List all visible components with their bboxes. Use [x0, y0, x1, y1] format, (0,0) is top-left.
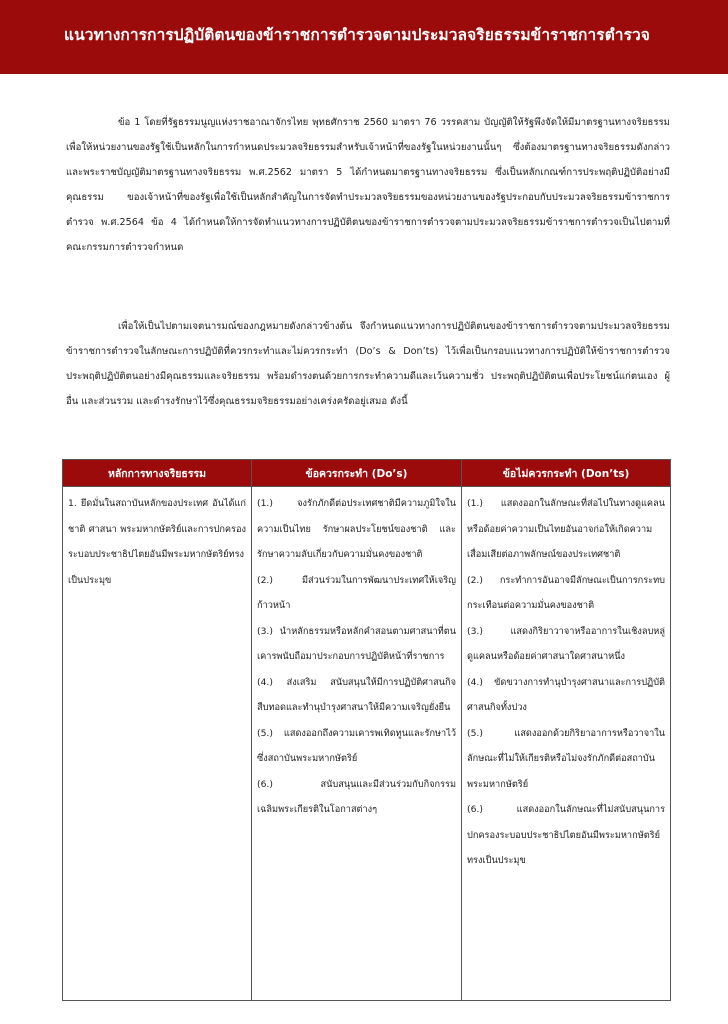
header-principle: หลักการทางจริยธรรม: [63, 460, 252, 487]
dont-item: (2.) กระทำการอันอาจมีลักษณะเป็นการกระทบกระเทือนต่อความมั่นคงของชาติ: [467, 574, 665, 611]
principle-text: 1. ยึดมั่นในสถาบันหลักของประเทศ อันได้แก่ ชาติ ศาสนา พระมหากษัตริย์และการปกครองระบอบประชาธิปไตยอันมีพระมหากษัตริย์ทรงเป็นประมุข: [68, 498, 246, 586]
do-item: (5.) แสดงออกถึงความเคารพเทิดทูนและรักษาไว้ซึ่งสถาบันพระมหากษัตริย์: [257, 727, 456, 764]
header-dos: ข้อควรกระทำ (Do’s): [252, 460, 462, 487]
intro-paragraph-2: เพื่อให้เป็นไปตามเจตนารมณ์ของกฎหมายดังกล่าวข้างต้น จึงกำหนดแนวทางการปฏิบัติตนของข้าราชการตำรวจตามประมวลจริยธรรมข้าราชการตำรวจในลักษณะการปฏิบัติที่ควรกระทำและไม่ควรกระทำ (Do’s & Don’ts) ไว้เพื่อเป็นกรอบแนวทางการปฏิบัติให้ข้าราชการตำรวจประพฤติปฏิบัติตนอย่างมีคุณธรรมและจริยธรรม พร้อมดำรงตนด้วยการกระทำความดีและเว้นความชั่ว ประพฤติปฏิบัติตนเพื่อประโยชน์แก่ตนเอง ผู้อื่น และส่วนรวม และดำรงรักษาไว้ซึ่งคุณธรรมจริยธรรมอย่างเคร่งครัดอยู่เสมอ ดังนี้: [66, 321, 670, 407]
principle-cell: [63, 487, 252, 1001]
dont-item: (3.) แสดงกิริยาวาจาหรืออาการในเชิงลบหลู่ ดูแคลนหรือด้อยค่าศาสนาใดศาสนาหนึ่ง: [467, 625, 665, 662]
intro-paragraph-1: ข้อ 1 โดยที่รัฐธรรมนูญแห่งราชอาณาจักรไทย พุทธศักราช 2560 มาตรา 76 วรรคสาม บัญญัติให้รัฐพึงจัดให้มีมาตรฐานทางจริยธรรม เพื่อให้หน่วยงานของรัฐใช้เป็นหลักในการกำหนดประมวลจริยธรรมสำหรับเจ้าหน้าที่ของรัฐในหน่วยงานนั้นๆ ซึ่งต้องมาตรฐานทางจริยธรรมดังกล่าว และพระราชบัญญัติมาตรฐานทางจริยธรรม พ.ศ.2562 มาตรา 5 ได้กำหนดมาตรฐานทางจริยธรรม ซึ่งเป็นหลักเกณฑ์การประพฤติปฏิบัติอย่างมีคุณธรรม ของเจ้าหน้าที่ของรัฐเพื่อใช้เป็นหลักสำคัญในการจัดทำประมวลจริยธรรมของหน่วยงานของรัฐประกอบกับประมวลจริยธรรมข้าราชการตำรวจ พ.ศ.2564 ข้อ 4 ได้กำหนดให้การจัดทำแนวทางการปฏิบัติตนของข้าราชการตำรวจตามประมวลจริยธรรมข้าราชการตำรวจเป็นไปตามที่คณะกรรมการตำรวจกำหนด: [66, 117, 670, 253]
page-title: แนวทางการการปฏิบัติตนของข้าราชการตำรวจตามประมวลจริยธรรมข้าราชการตำรวจ: [64, 26, 650, 44]
donts-cell: [462, 487, 671, 1001]
do-item: (4.) ส่งเสริม สนับสนุนให้มีการปฏิบัติศาสนกิจ สืบทอดและทำนุบำรุงศาสนาให้มีความเจริญยั่งยืน: [257, 676, 456, 713]
header-donts: ข้อไม่ควรกระทำ (Don’ts): [462, 460, 671, 487]
dont-item: (1.) แสดงออกในลักษณะที่ส่อไปในทางดูแคลน หรือด้อยค่าความเป็นไทยอันอาจก่อให้เกิดความเสื่อมเสียต่อภาพลักษณ์ของประเทศชาติ: [467, 498, 665, 560]
dos-cell: [252, 487, 462, 1001]
table-row: [63, 487, 671, 1001]
do-item: (6.) สนับสนุนและมีส่วนร่วมกับกิจกรรมเฉลิมพระเกียรติในโอกาสต่างๆ: [257, 778, 456, 815]
page-header: [0, 0, 728, 74]
do-item: (2.) มีส่วนร่วมในการพัฒนาประเทศให้เจริญก้าวหน้า: [257, 574, 456, 611]
do-item: (3.) นำหลักธรรมหรือหลักคำสอนตามศาสนาที่ตนเคารพนับถือมาประกอบการปฏิบัติหน้าที่ราชการ: [257, 625, 456, 662]
dont-item: (4.) ขัดขวางการทำนุบำรุงศาสนาและการปฏิบัติศาสนกิจทั้งปวง: [467, 676, 665, 713]
table-header-row: [63, 460, 671, 487]
do-item: (1.) จงรักภักดีต่อประเทศชาติมีความภูมิใจในความเป็นไทย รักษาผลประโยชน์ของชาติ และรักษาความลับเกี่ยวกับความมั่นคงของชาติ: [257, 498, 456, 560]
dont-item: (5.) แสดงออกด้วยกิริยาอาการหรือวาจาในลักษณะที่ไม่ให้เกียรติหรือไม่จงรักภักดีต่อสถาบันพระมหากษัตริย์: [467, 727, 665, 790]
ethics-table: [62, 459, 671, 1001]
dont-item: (6.) แสดงออกในลักษณะที่ไม่สนับสนุนการปกครองระบอบประชาธิปไตยอันมีพระมหากษัตริย์ทรงเป็นประมุข: [467, 804, 665, 866]
